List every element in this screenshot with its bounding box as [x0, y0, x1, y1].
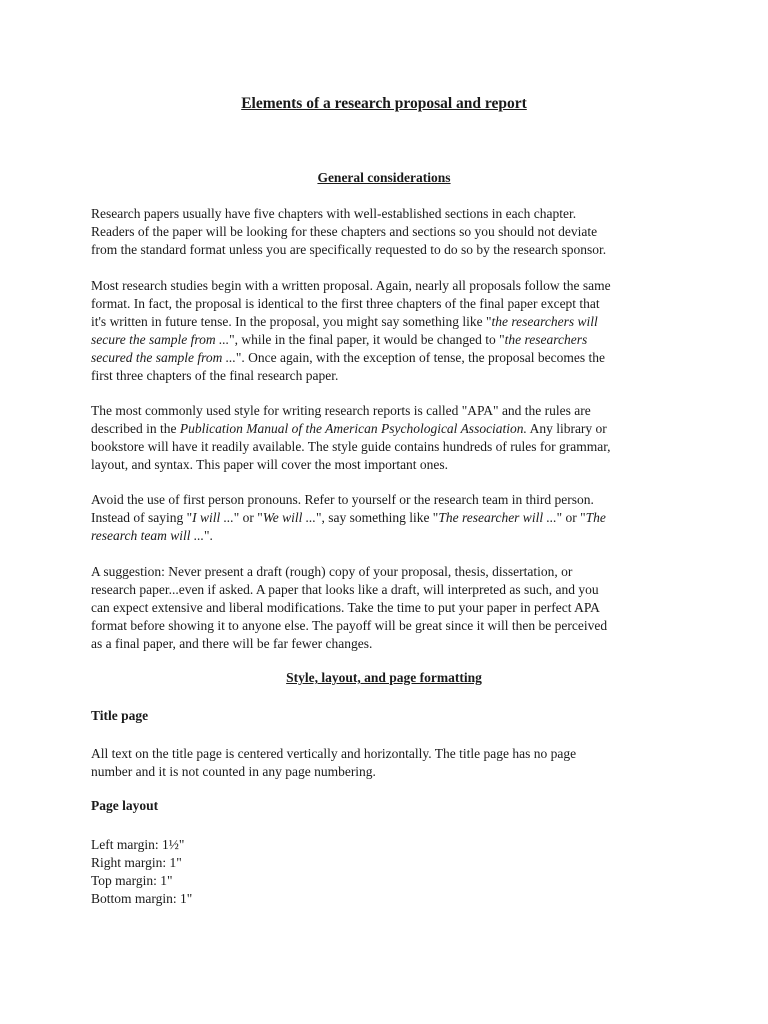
text-line: Readers of the paper will be looking for these chapters and sections so you should not deviate — [91, 224, 598, 239]
italic-quote: secured the sample from ... — [91, 350, 236, 365]
section-heading-general: General considerations — [317, 170, 451, 185]
text-run: described in the — [91, 421, 180, 436]
list-item: Top margin: 1" — [91, 873, 173, 888]
italic-quote: the researchers will — [491, 314, 598, 329]
italic-quote: I will ... — [192, 510, 234, 525]
text-line: A suggestion: Never present a draft (rough) copy of your proposal, thesis, dissertation, or — [91, 564, 573, 579]
italic-quote: The — [585, 510, 606, 525]
text-line — [91, 349, 675, 367]
list-item: Bottom margin: 1" — [91, 891, 193, 906]
paragraph-title-page — [91, 745, 675, 781]
paragraph-apa — [91, 402, 675, 474]
text-run: ", say something like " — [315, 510, 439, 525]
text-run: Any library or — [526, 421, 607, 436]
text-line: Research papers usually have five chapters with well-established sections in each chapter. — [91, 206, 577, 221]
text-run: " or " — [233, 510, 263, 525]
text-run: ". Once again, with the exception of tense, the proposal becomes the — [235, 350, 605, 365]
margins-list — [91, 836, 192, 908]
italic-quote: The researcher will ... — [438, 510, 557, 525]
text-line: All text on the title page is centered vertically and horizontally. The title page has no page — [91, 746, 577, 761]
text-line: Most research studies begin with a written proposal. Again, nearly all proposals follow the same — [91, 278, 611, 293]
text-line — [91, 420, 675, 438]
paragraph-chapters — [91, 205, 675, 259]
text-line: layout, and syntax. This paper will cover the most important ones. — [91, 457, 449, 472]
text-line: first three chapters of the final research paper. — [91, 368, 339, 383]
text-line — [91, 509, 675, 527]
text-run: ", while in the final paper, it would be changed to " — [229, 332, 505, 347]
text-line — [91, 527, 675, 545]
list-item: Left margin: 1½" — [91, 837, 185, 852]
text-line: The most commonly used style for writing research reports is called "APA" and the rules are — [91, 403, 591, 418]
text-line: format before showing it to anyone else. The payoff will be great since it will then be perceived — [91, 618, 608, 633]
paragraph-pronouns — [91, 491, 675, 545]
subheading-title-page: Title page — [91, 708, 149, 723]
text-line: bookstore will have it readily available. The style guide contains hundreds of rules for grammar, — [91, 439, 611, 454]
section-heading-style: Style, layout, and page formatting — [286, 670, 482, 685]
text-line: from the standard format unless you are specifically requested to do so by the research sponsor. — [91, 242, 607, 257]
italic-book-title: Publication Manual of the American Psychological Association. — [179, 421, 527, 436]
text-run: " or " — [556, 510, 586, 525]
subheading-page-layout: Page layout — [91, 798, 159, 813]
text-run: it's written in future tense. In the proposal, you might say something like " — [91, 314, 492, 329]
list-item: Right margin: 1" — [91, 855, 182, 870]
text-line: number and it is not counted in any page numbering. — [91, 764, 376, 779]
text-line: research paper...even if asked. A paper that looks like a draft, will interpreted as such, and you — [91, 582, 599, 597]
document-title: Elements of a research proposal and report — [241, 95, 527, 112]
text-line: as a final paper, and there will be far fewer changes. — [91, 636, 373, 651]
text-line — [91, 331, 675, 349]
text-line: format. In fact, the proposal is identical to the first three chapters of the final paper except that — [91, 296, 600, 311]
italic-quote: We will ... — [262, 510, 316, 525]
text-line: Avoid the use of first person pronouns. Refer to yourself or the research team in third person. — [91, 492, 594, 507]
text-line: can expect extensive and liberal modifications. Take the time to put your paper in perfect APA — [91, 600, 600, 615]
text-run: Instead of saying " — [91, 510, 193, 525]
italic-quote: the researchers — [504, 332, 588, 347]
text-line — [91, 313, 675, 331]
italic-quote: research team will ... — [91, 528, 204, 543]
paragraph-suggestion — [91, 563, 675, 653]
italic-quote: secure the sample from ... — [91, 332, 230, 347]
text-run: ". — [203, 528, 213, 543]
paragraph-proposal — [91, 277, 675, 385]
